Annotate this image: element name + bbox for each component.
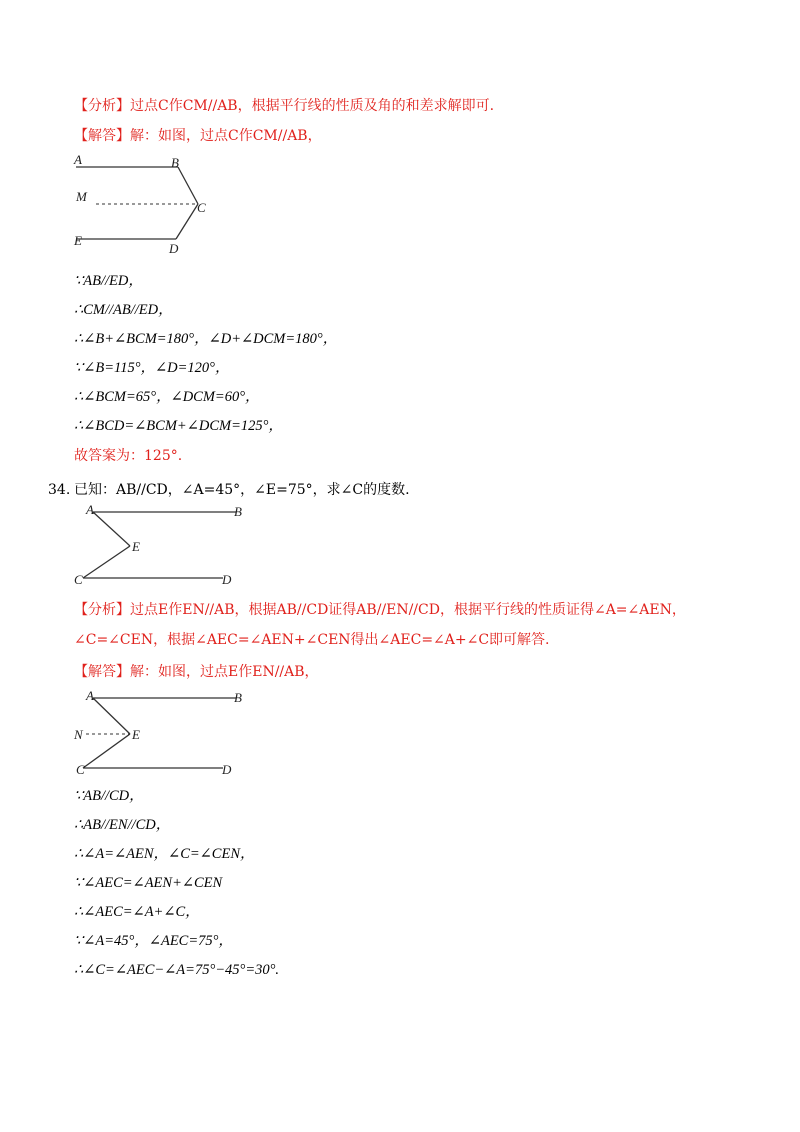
q34-step-6: ∵∠A=45°，∠AEC=75°， bbox=[74, 933, 233, 949]
label-E: E bbox=[132, 727, 140, 742]
label-B: B bbox=[234, 504, 242, 519]
q34-analysis: 【分析】过点E作EN//AB，根据AB//CD证得AB//EN//CD，根据平行线的性质证得∠A=∠AEN， bbox=[74, 602, 686, 618]
analysis-text: 【分析】过点C作CM//AB，根据平行线的性质及角的和差求解即可. bbox=[74, 98, 495, 114]
label-C: C bbox=[76, 762, 85, 777]
step-3: ∴∠B+∠BCM=180°，∠D+∠DCM=180°， bbox=[74, 331, 338, 347]
final-answer: 故答案为：125°. bbox=[74, 448, 183, 464]
figure-question-34 bbox=[68, 500, 248, 592]
figure-question-34-solution bbox=[68, 686, 248, 778]
label-A: A bbox=[86, 688, 94, 703]
step-2: ∴CM//AB//ED， bbox=[74, 302, 173, 318]
step-4: ∵∠B=115°，∠D=120°， bbox=[74, 360, 230, 376]
label-A: A bbox=[86, 502, 94, 517]
step-1: ∵AB//ED， bbox=[74, 273, 143, 289]
q34-answer-intro: 【解答】解：如图，过点E作EN//AB， bbox=[74, 664, 319, 680]
q34-step-5: ∴∠AEC=∠A+∠C， bbox=[74, 904, 200, 920]
step-6: ∴∠BCD=∠BCM+∠DCM=125°， bbox=[74, 418, 283, 434]
q34-analysis-cont: ∠C=∠CEN，根据∠AEC=∠AEN+∠CEN得出∠AEC=∠A+∠C即可解答. bbox=[74, 632, 550, 648]
label-C: C bbox=[74, 572, 83, 587]
label-N: N bbox=[74, 727, 83, 742]
q34-step-2: ∴AB//EN//CD， bbox=[74, 817, 171, 833]
question-number: 34. bbox=[48, 482, 71, 498]
figure-parallel-abcde bbox=[68, 150, 228, 260]
label-D: D bbox=[169, 241, 179, 256]
label-D: D bbox=[222, 572, 232, 587]
label-E: E bbox=[74, 233, 82, 248]
label-C: C bbox=[197, 200, 206, 215]
q34-step-1: ∵AB//CD， bbox=[74, 788, 144, 804]
label-B: B bbox=[234, 690, 242, 705]
q34-step-7: ∴∠C=∠AEC−∠A=75°−45°=30°. bbox=[74, 962, 280, 978]
q34-step-4: ∵∠AEC=∠AEN+∠CEN bbox=[74, 875, 223, 891]
label-D: D bbox=[222, 762, 232, 777]
label-A: A bbox=[74, 152, 82, 167]
label-E: E bbox=[132, 539, 140, 554]
step-5: ∴∠BCM=65°，∠DCM=60°， bbox=[74, 389, 260, 405]
question-stem: 已知：AB//CD，∠A=45°，∠E=75°，求∠C的度数. bbox=[74, 482, 410, 498]
answer-intro: 【解答】解：如图，过点C作CM//AB， bbox=[74, 128, 322, 144]
label-M: M bbox=[76, 189, 87, 204]
q34-step-3: ∴∠A=∠AEN，∠C=∠CEN， bbox=[74, 846, 255, 862]
label-B: B bbox=[171, 155, 179, 170]
